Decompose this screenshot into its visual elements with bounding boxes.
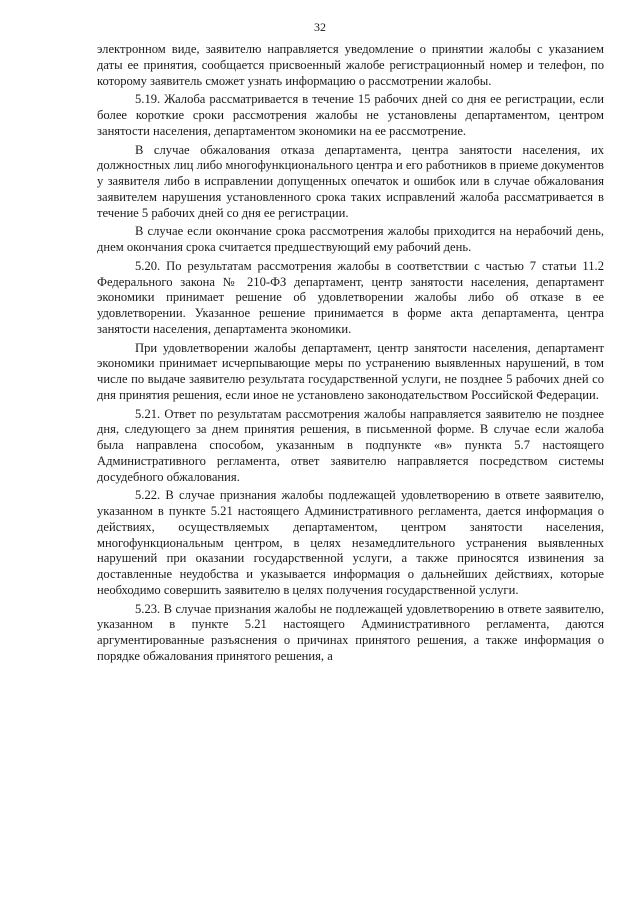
paragraph-5-20-satisfaction: При удовлетворении жалобы департамент, центр занятости населения, департамент экономики принимает исчерпывающие меры по устранению выявленных нарушений, в том числе по выдаче заявителю результата государственной услуги, не позднее 5 рабочих дней со дня принятия решения, если иное не установлено законодательством Российской Федерации. [97,340,604,402]
paragraph-5-19: 5.19. Жалоба рассматривается в течение 15 рабочих дней со дня ее регистрации, если более короткие сроки рассмотрения жалобы не установлены департаментом, центром занятости населения, департаментом экономики на ее рассмотрение. [97,92,604,138]
paragraph-5-19-nonworking-day: В случае если окончание срока рассмотрения жалобы приходится на нерабочий день, днем окончания срока считается предшествующий ему рабочий день. [97,224,604,254]
paragraph-5-21: 5.21. Ответ по результатам рассмотрения жалобы направляется заявителю не позднее дня, следующего за днем принятия решения, в письменной форме. В случае если жалоба была направлена способом, указанным в подпункте «в» пункта 5.7 настоящего Административного регламента, ответ заявителю направляется посредством системы досудебного обжалования. [97,406,604,484]
paragraph-5-19-appeal-refusal: В случае обжалования отказа департамента, центра занятости населения, их должностных лиц либо многофункционального центра и его работников в приеме документов у заявителя либо в исправлении допущенных опечаток и ошибок или в случае обжалования заявителем нарушения установленного срока таких исправлений жалоба рассматривается в течение 5 рабочих дней со дня ее регистрации. [97,142,604,220]
page-body [97,42,604,665]
paragraph-5-23: 5.23. В случае признания жалобы не подлежащей удовлетворению в ответе заявителю, указанном в пункте 5.21 настоящего Административного регламента, даются аргументированные разъяснения о причинах принятого решения, а также информация о порядке обжалования принятого решения, а [97,601,604,663]
paragraph-continuation: электронном виде, заявителю направляется уведомление о принятии жалобы с указанием даты ее принятия, сообщается присвоенный жалобе регистрационный номер и телефон, по которому заявитель сможет узнать информацию о рассмотрении жалобы. [97,42,604,88]
paragraph-5-20: 5.20. По результатам рассмотрения жалобы в соответствии с частью 7 статьи 11.2 Федерального закона № 210-ФЗ департамент, центр занятости населения, департамент экономики принимает решение об удовлетворении жалобы либо об отказе в ее удовлетворении. Указанное решение принимается в форме акта департамента, центра занятости населения, департамента экономики. [97,258,604,336]
page-number: 32 [314,20,326,34]
paragraph-5-22: 5.22. В случае признания жалобы подлежащей удовлетворению в ответе заявителю, указанном в пункте 5.21 настоящего Административного регламента, дается информация о действиях, осуществляемых департаментом, центром занятости населения, многофункциональным центром, в целях незамедлительного устранения выявленных нарушений при оказании государственной услуги, а также приносятся извинения за доставленные неудобства и указывается информация о дальнейших действиях, которые необходимо совершить заявителю в целях получения государственной услуги. [97,488,604,597]
